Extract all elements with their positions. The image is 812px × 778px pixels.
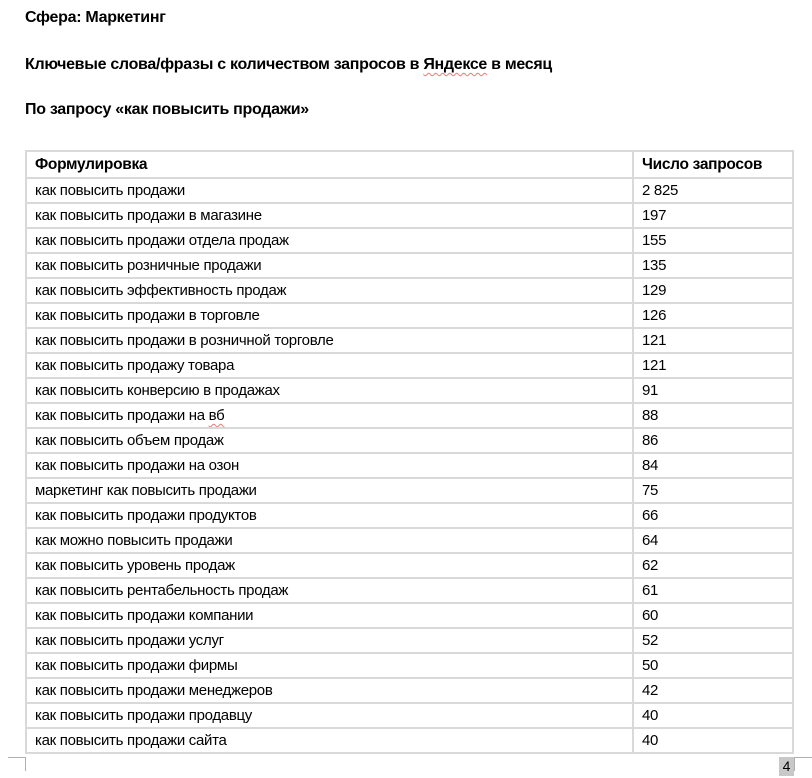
count-cell: 88 [633,403,793,428]
table-row [26,653,793,678]
count-cell: 61 [633,578,793,603]
table-row [26,353,793,378]
table-row [26,228,793,253]
table-row [26,203,793,228]
phrase-cell: как повысить продажи в розничной торговле [26,328,633,353]
table-row [26,703,793,728]
phrase-cell: как повысить продажи на озон [26,453,633,478]
count-cell: 86 [633,428,793,453]
column-header-phrase: Формулировка [26,151,633,178]
count-cell: 62 [633,553,793,578]
page-corner-mark-right [794,757,812,771]
phrase-cell: как повысить продажи [26,178,633,203]
table-row [26,178,793,203]
table-row [26,553,793,578]
count-cell: 66 [633,503,793,528]
count-cell: 64 [633,528,793,553]
phrase-cell: как повысить объем продаж [26,428,633,453]
phrase-cell: как можно повысить продажи [26,528,633,553]
table-row [26,453,793,478]
phrase-cell: как повысить продажи фирмы [26,653,633,678]
table-row [26,578,793,603]
phrase-cell: как повысить продажи сайта [26,728,633,753]
keywords-table [25,150,794,754]
table-row [26,428,793,453]
table-header-row [26,151,793,178]
table-row [26,603,793,628]
count-cell: 197 [633,203,793,228]
misspelled-word: Яндексе [423,56,488,73]
count-cell: 42 [633,678,793,703]
column-header-count: Число запросов [633,151,793,178]
phrase-cell: как повысить розничные продажи [26,253,633,278]
count-cell: 52 [633,628,793,653]
phrase-cell: как повысить продажи в магазине [26,203,633,228]
table-row [26,303,793,328]
table-row [26,278,793,303]
phrase-cell: как повысить продажи компании [26,603,633,628]
count-cell: 121 [633,328,793,353]
table-row [26,403,793,428]
count-cell: 121 [633,353,793,378]
phrase-cell: как повысить уровень продаж [26,553,633,578]
subtitle-text-suffix: в месяц [487,56,552,73]
phrase-cell: как повысить продажи в торговле [26,303,633,328]
table-row [26,253,793,278]
count-cell: 91 [633,378,793,403]
phrase-cell: как повысить конверсию в продажах [26,378,633,403]
phrase-cell: как повысить эффективность продаж [26,278,633,303]
section-title: Сфера: Маркетинг [25,9,166,26]
page-number-field: 4 [779,757,794,776]
phrase-cell: маркетинг как повысить продажи [26,478,633,503]
document-subtitle [25,56,552,74]
phrase-cell: как повысить продажи продуктов [26,503,633,528]
table-row [26,503,793,528]
count-cell: 75 [633,478,793,503]
table-row [26,328,793,353]
table-row [26,528,793,553]
phrase-cell: как повысить рентабельность продаж [26,578,633,603]
phrase-cell: как повысить продажу товара [26,353,633,378]
phrase-cell: как повысить продажи отдела продаж [26,228,633,253]
count-cell: 84 [633,453,793,478]
phrase-cell: как повысить продажи продавцу [26,703,633,728]
count-cell: 126 [633,303,793,328]
phrase-cell: как повысить продажи менеджеров [26,678,633,703]
phrase-cell: как повысить продажи услуг [26,628,633,653]
query-title: По запросу «как повысить продажи» [25,101,309,118]
count-cell: 155 [633,228,793,253]
count-cell: 2 825 [633,178,793,203]
count-cell: 40 [633,728,793,753]
subtitle-text-prefix: Ключевые слова/фразы с количеством запросов в [25,56,424,73]
count-cell: 60 [633,603,793,628]
phrase-cell: как повысить продажи на вб [26,403,633,428]
page-corner-mark-left [8,757,26,771]
table-row [26,628,793,653]
table-row [26,378,793,403]
count-cell: 129 [633,278,793,303]
table-row [26,478,793,503]
count-cell: 40 [633,703,793,728]
misspelled-word: вб [208,407,225,424]
table-row [26,728,793,753]
count-cell: 135 [633,253,793,278]
table-row [26,678,793,703]
count-cell: 50 [633,653,793,678]
